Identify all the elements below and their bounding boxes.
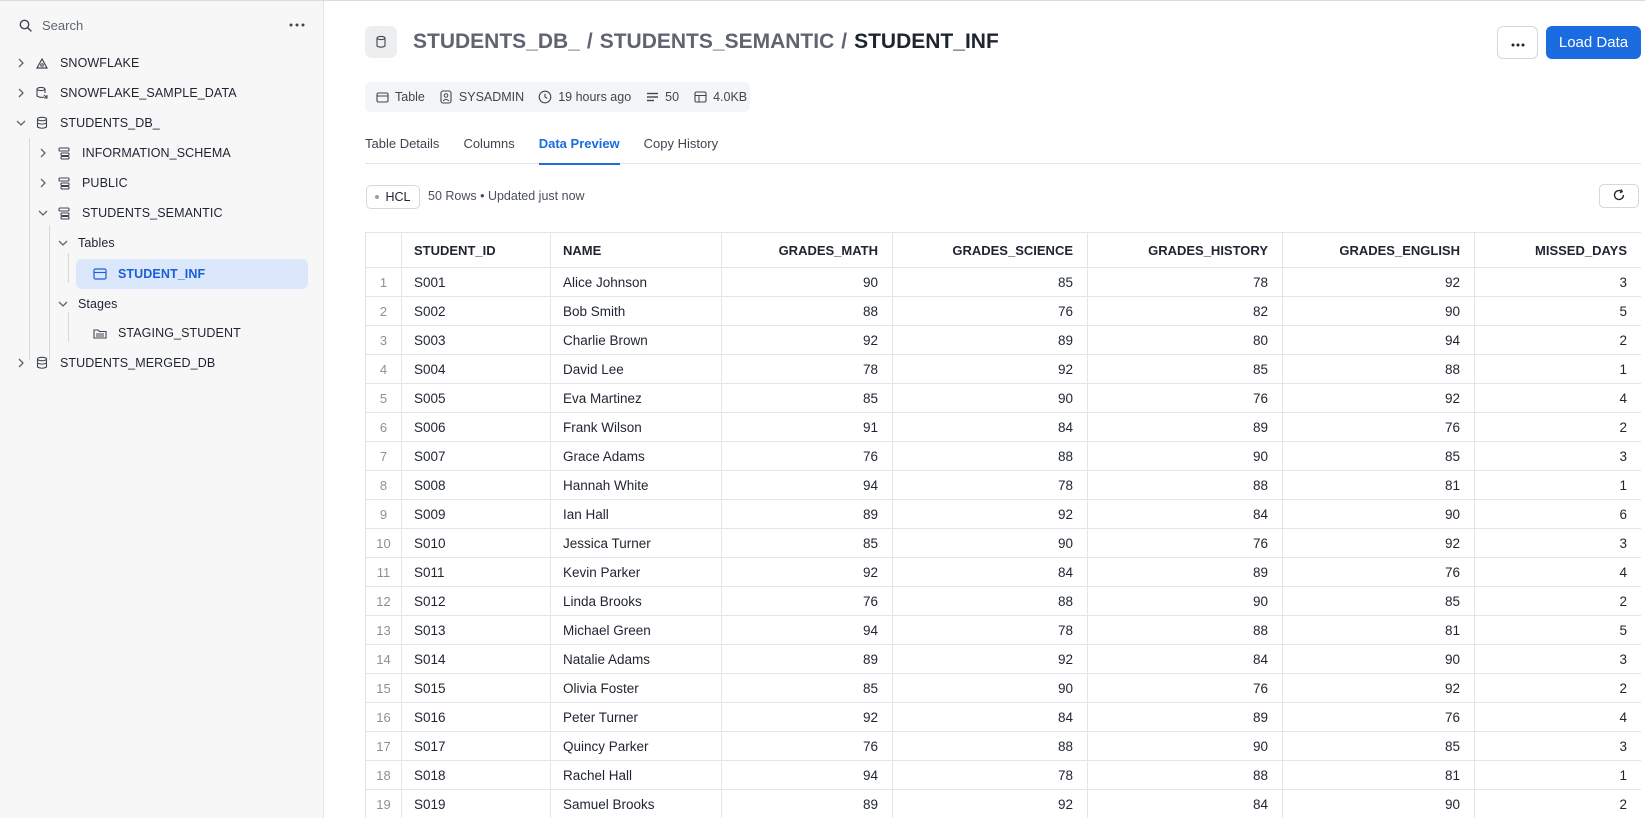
search-icon [16, 16, 34, 34]
table-cell[interactable]: Frank Wilson [551, 413, 722, 442]
table-cell[interactable]: 6 [1475, 500, 1642, 529]
column-header[interactable]: GRADES_ENGLISH [1283, 233, 1475, 268]
row-index: 8 [366, 471, 402, 500]
table-cell[interactable]: 88 [893, 732, 1088, 761]
meta-size [693, 90, 747, 104]
tab-columns[interactable]: Columns [463, 136, 515, 151]
table-cell[interactable]: 1 [1475, 471, 1642, 500]
table-cell[interactable]: 78 [893, 761, 1088, 790]
column-header[interactable]: MISSED_DAYS [1475, 233, 1642, 268]
row-index: 5 [366, 384, 402, 413]
table-cell[interactable]: 89 [722, 500, 893, 529]
table-cell[interactable]: 88 [1088, 471, 1283, 500]
table-cell[interactable]: 88 [1283, 355, 1475, 384]
table-cell[interactable]: 92 [1283, 529, 1475, 558]
table-row[interactable] [366, 616, 1642, 645]
row-index: 14 [366, 645, 402, 674]
table-row[interactable] [366, 529, 1642, 558]
table-row[interactable] [366, 326, 1642, 355]
table-cell[interactable]: Linda Brooks [551, 587, 722, 616]
row-index: 9 [366, 500, 402, 529]
table-icon [375, 90, 389, 104]
table-row[interactable] [366, 587, 1642, 616]
table-cell[interactable]: 81 [1283, 471, 1475, 500]
table-type-icon [365, 26, 397, 58]
table-cell[interactable]: 92 [722, 326, 893, 355]
row-index-header [366, 233, 402, 268]
table-cell[interactable]: S005 [402, 384, 551, 413]
table-cell[interactable]: 76 [893, 297, 1088, 326]
tab-copy-history[interactable]: Copy History [643, 136, 719, 151]
table-cell[interactable]: 90 [1283, 297, 1475, 326]
meta-modified [538, 90, 631, 104]
table-cell[interactable]: 89 [1088, 413, 1283, 442]
table-cell[interactable]: S001 [402, 268, 551, 297]
table-cell[interactable]: S007 [402, 442, 551, 471]
schema-icon [56, 205, 72, 221]
table-cell[interactable]: 88 [893, 587, 1088, 616]
table-cell[interactable]: S010 [402, 529, 551, 558]
table-row[interactable] [366, 442, 1642, 471]
refresh-button[interactable] [1599, 184, 1639, 208]
stage-icon [92, 325, 108, 341]
table-meta-bar [365, 82, 750, 112]
load-data-button[interactable]: Load Data [1546, 26, 1641, 59]
dot-icon [375, 195, 379, 199]
more-actions-button[interactable] [1497, 26, 1538, 59]
column-header[interactable]: GRADES_SCIENCE [893, 233, 1088, 268]
database-share-icon [34, 55, 50, 71]
table-row[interactable] [366, 268, 1642, 297]
table-cell[interactable]: 4 [1475, 558, 1642, 587]
tree-guide [49, 225, 50, 360]
table-cell[interactable]: 5 [1475, 297, 1642, 326]
table-cell[interactable]: S014 [402, 645, 551, 674]
table-cell[interactable]: Quincy Parker [551, 732, 722, 761]
tree-item-students-merged-db[interactable] [14, 350, 215, 376]
table-cell[interactable]: S013 [402, 616, 551, 645]
tree-item-label: SNOWFLAKE_SAMPLE_DATA [60, 86, 237, 100]
table-cell[interactable]: 84 [1088, 790, 1283, 818]
table-row[interactable] [366, 674, 1642, 703]
row-index: 4 [366, 355, 402, 384]
meta-owner-label: SYSADMIN [458, 90, 525, 104]
table-cell[interactable]: Alice Johnson [551, 268, 722, 297]
schema-icon [56, 145, 72, 161]
table-cell[interactable]: 76 [722, 442, 893, 471]
table-cell[interactable]: 94 [722, 471, 893, 500]
meta-type-label: Table [395, 90, 425, 104]
row-index: 19 [366, 790, 402, 818]
chevron-down-icon[interactable] [56, 236, 70, 250]
table-cell[interactable]: 92 [722, 703, 893, 732]
table-cell[interactable]: 89 [1088, 558, 1283, 587]
table-cell[interactable]: 84 [893, 413, 1088, 442]
table-row[interactable] [366, 500, 1642, 529]
rows-status: 50 Rows • Updated just now [428, 189, 585, 203]
breadcrumb [413, 28, 999, 56]
table-cell[interactable]: 92 [893, 790, 1088, 818]
table-cell[interactable]: 76 [1283, 703, 1475, 732]
table-row[interactable] [366, 703, 1642, 732]
breadcrumb-separator: / [586, 30, 593, 53]
table-cell[interactable]: 76 [1283, 558, 1475, 587]
table-cell[interactable]: Grace Adams [551, 442, 722, 471]
table-cell[interactable]: 3 [1475, 645, 1642, 674]
chevron-right-icon[interactable] [14, 356, 28, 370]
row-index: 7 [366, 442, 402, 471]
table-cell[interactable]: 89 [1088, 703, 1283, 732]
chevron-right-icon[interactable] [36, 146, 50, 160]
tree-item-label: STAGING_STUDENT [118, 326, 241, 340]
database-icon [34, 355, 50, 371]
table-cell[interactable]: 4 [1475, 703, 1642, 732]
table-cell[interactable]: 3 [1475, 732, 1642, 761]
language-chip[interactable] [366, 185, 420, 209]
database-shared-icon [34, 85, 50, 101]
tree-item-tables-group[interactable] [56, 230, 115, 256]
meta-type [375, 90, 425, 104]
database-icon [34, 115, 50, 131]
table-cell[interactable]: 2 [1475, 790, 1642, 818]
table-row[interactable] [366, 355, 1642, 384]
tab-data-preview[interactable]: Data Preview [539, 130, 620, 164]
storage-icon [693, 90, 707, 104]
tree-item-label: STUDENTS_SEMANTIC [82, 206, 223, 220]
row-index: 13 [366, 616, 402, 645]
table-cell[interactable]: 81 [1283, 616, 1475, 645]
tree-item-label: STUDENTS_DB_ [60, 116, 160, 130]
data-preview-table [365, 232, 1641, 818]
table-row[interactable] [366, 645, 1642, 674]
row-index: 10 [366, 529, 402, 558]
table-cell[interactable]: 80 [1088, 326, 1283, 355]
table-row[interactable] [366, 558, 1642, 587]
table-cell[interactable]: 89 [893, 326, 1088, 355]
table-cell[interactable]: 92 [893, 645, 1088, 674]
table-cell[interactable]: 82 [1088, 297, 1283, 326]
table-cell[interactable]: Natalie Adams [551, 645, 722, 674]
table-cell[interactable]: S004 [402, 355, 551, 384]
table-cell[interactable]: Jessica Turner [551, 529, 722, 558]
table-cell[interactable]: 90 [1088, 732, 1283, 761]
table-cell[interactable]: 5 [1475, 616, 1642, 645]
meta-rows [645, 90, 679, 104]
table-cell[interactable]: 90 [1283, 645, 1475, 674]
table-cell[interactable]: 1 [1475, 761, 1642, 790]
meta-size-label: 4.0KB [713, 90, 748, 104]
table-cell[interactable]: 92 [1283, 674, 1475, 703]
table-cell[interactable]: S006 [402, 413, 551, 442]
table-cell[interactable]: 78 [893, 471, 1088, 500]
table-cell[interactable]: Eva Martinez [551, 384, 722, 413]
tree-item-label: PUBLIC [82, 176, 128, 190]
table-cell[interactable]: 76 [1088, 674, 1283, 703]
sidebar-more-icon[interactable] [284, 14, 310, 36]
table-cell[interactable]: Bob Smith [551, 297, 722, 326]
table-cell[interactable]: S012 [402, 587, 551, 616]
table-cell[interactable]: 76 [1088, 529, 1283, 558]
refresh-icon [1612, 188, 1626, 205]
table-cell[interactable]: 76 [722, 587, 893, 616]
chevron-down-icon[interactable] [56, 297, 70, 311]
row-index: 2 [366, 297, 402, 326]
table-cell[interactable]: 84 [1088, 645, 1283, 674]
tree-item-label: SNOWFLAKE [60, 56, 140, 70]
table-cell[interactable]: 90 [722, 268, 893, 297]
table-cell[interactable]: 90 [1283, 500, 1475, 529]
table-cell[interactable]: Ian Hall [551, 500, 722, 529]
table-cell[interactable]: Hannah White [551, 471, 722, 500]
table-cell[interactable]: 90 [893, 529, 1088, 558]
tree-item-label: STUDENTS_MERGED_DB [60, 356, 216, 370]
table-cell[interactable]: S016 [402, 703, 551, 732]
tree-item-student-inf[interactable] [76, 259, 308, 289]
chevron-right-icon[interactable] [14, 86, 28, 100]
chevron-down-icon[interactable] [36, 206, 50, 220]
row-index: 17 [366, 732, 402, 761]
tree-guide [29, 138, 30, 360]
table-header-row [366, 233, 1642, 268]
row-index: 1 [366, 268, 402, 297]
page-title: STUDENT_INF [854, 30, 999, 53]
table-cell[interactable]: 88 [893, 442, 1088, 471]
table-cell[interactable]: S002 [402, 297, 551, 326]
tree-item-snowflake[interactable] [14, 50, 139, 76]
table-cell[interactable]: 1 [1475, 355, 1642, 384]
table-cell[interactable]: 76 [1283, 413, 1475, 442]
table-cell[interactable]: 92 [893, 500, 1088, 529]
schema-icon [56, 175, 72, 191]
table-cell[interactable]: 85 [893, 268, 1088, 297]
table-cell[interactable]: 84 [893, 558, 1088, 587]
tree-item-label: Stages [78, 297, 118, 311]
language-label: HCL [385, 190, 411, 204]
row-index: 18 [366, 761, 402, 790]
table-cell[interactable]: Peter Turner [551, 703, 722, 732]
table-cell[interactable]: 92 [1283, 384, 1475, 413]
tree-item-students-semantic[interactable] [36, 200, 223, 226]
table-cell[interactable]: S017 [402, 732, 551, 761]
meta-rows-label: 50 [665, 90, 680, 104]
table-cell[interactable]: 2 [1475, 587, 1642, 616]
object-explorer-sidebar [0, 1, 324, 818]
row-index: 16 [366, 703, 402, 732]
table-cell[interactable]: 76 [1088, 384, 1283, 413]
table-icon [92, 266, 108, 282]
table-cell[interactable]: 3 [1475, 442, 1642, 471]
tree-item-label: INFORMATION_SCHEMA [82, 146, 231, 160]
table-cell[interactable]: 91 [722, 413, 893, 442]
row-index: 11 [366, 558, 402, 587]
table-cell[interactable]: 88 [722, 297, 893, 326]
breadcrumb-schema[interactable]: STUDENTS_SEMANTIC [599, 30, 835, 53]
table-cell[interactable]: 2 [1475, 413, 1642, 442]
row-index: 12 [366, 587, 402, 616]
search-input[interactable]: Search [42, 17, 84, 33]
table-cell[interactable]: Olivia Foster [551, 674, 722, 703]
table-cell[interactable]: 2 [1475, 674, 1642, 703]
column-header[interactable]: STUDENT_ID [402, 233, 551, 268]
table-cell[interactable]: S003 [402, 326, 551, 355]
table-cell[interactable]: Charlie Brown [551, 326, 722, 355]
table-cell[interactable]: 94 [1283, 326, 1475, 355]
table-cell[interactable]: 90 [1088, 442, 1283, 471]
table-cell[interactable]: 85 [722, 674, 893, 703]
meta-owner [439, 90, 524, 104]
table-row[interactable] [366, 384, 1642, 413]
row-index: 15 [366, 674, 402, 703]
table-cell[interactable]: 92 [1283, 268, 1475, 297]
tree-item-label: STUDENT_INF [118, 267, 206, 281]
table-cell[interactable]: 89 [722, 645, 893, 674]
tree-item-staging-student[interactable] [76, 320, 241, 346]
table-cell[interactable]: S009 [402, 500, 551, 529]
table-cell[interactable]: 88 [1088, 616, 1283, 645]
table-row[interactable] [366, 790, 1642, 818]
more-horizontal-icon [1511, 35, 1525, 50]
tree-item-information-schema[interactable] [36, 140, 231, 166]
user-badge-icon [439, 90, 453, 104]
table-cell[interactable]: 92 [722, 558, 893, 587]
chevron-right-icon[interactable] [14, 56, 28, 70]
table-cell[interactable]: 85 [722, 384, 893, 413]
table-row[interactable] [366, 297, 1642, 326]
tree-item-public[interactable] [36, 170, 128, 196]
table-cell[interactable]: 78 [893, 616, 1088, 645]
table-cell[interactable]: 78 [1088, 268, 1283, 297]
table-cell[interactable]: David Lee [551, 355, 722, 384]
table-cell[interactable]: 84 [1088, 500, 1283, 529]
table-cell[interactable]: 2 [1475, 326, 1642, 355]
meta-modified-label: 19 hours ago [558, 90, 632, 104]
tree-item-label: Tables [78, 236, 115, 250]
table-cell[interactable]: S008 [402, 471, 551, 500]
table-cell[interactable]: 85 [1283, 587, 1475, 616]
table-cell[interactable]: 3 [1475, 268, 1642, 297]
table-cell[interactable]: 85 [722, 529, 893, 558]
chevron-down-icon[interactable] [14, 116, 28, 130]
rows-icon [645, 90, 659, 104]
table-cell[interactable]: 84 [893, 703, 1088, 732]
table-cell[interactable]: 90 [893, 674, 1088, 703]
table-cell[interactable]: Samuel Brooks [551, 790, 722, 818]
breadcrumb-separator: / [841, 30, 848, 53]
table-cell[interactable]: 81 [1283, 761, 1475, 790]
breadcrumb-database[interactable]: STUDENTS_DB_ [413, 30, 580, 53]
table-cell[interactable]: 85 [1088, 355, 1283, 384]
table-cell[interactable]: 89 [722, 790, 893, 818]
column-header[interactable]: GRADES_HISTORY [1088, 233, 1283, 268]
row-index: 6 [366, 413, 402, 442]
table-cell[interactable]: 88 [1088, 761, 1283, 790]
table-cell[interactable]: Kevin Parker [551, 558, 722, 587]
search-bar[interactable] [10, 11, 310, 39]
table-cell[interactable]: 78 [722, 355, 893, 384]
table-cell[interactable]: 4 [1475, 384, 1642, 413]
table-cell[interactable]: 85 [1283, 442, 1475, 471]
table-cell[interactable]: S011 [402, 558, 551, 587]
table-cell[interactable]: Rachel Hall [551, 761, 722, 790]
table-cell[interactable]: 94 [722, 616, 893, 645]
table-cell[interactable]: 94 [722, 761, 893, 790]
tree-item-snowflake-sample-data[interactable] [14, 80, 237, 106]
table-cell[interactable]: S019 [402, 790, 551, 818]
tree-guide [68, 253, 69, 283]
tab-table-details[interactable]: Table Details [365, 136, 440, 151]
table-cell[interactable]: 90 [1283, 790, 1475, 818]
table-row[interactable] [366, 413, 1642, 442]
clock-icon [538, 90, 552, 104]
table-cell[interactable]: 85 [1283, 732, 1475, 761]
tree-item-stages-group[interactable] [56, 291, 118, 317]
table-cell[interactable]: 90 [1088, 587, 1283, 616]
row-index: 3 [366, 326, 402, 355]
column-header[interactable]: GRADES_MATH [722, 233, 893, 268]
chevron-right-icon[interactable] [36, 176, 50, 190]
table-row[interactable] [366, 471, 1642, 500]
table-cell[interactable]: S018 [402, 761, 551, 790]
table-row[interactable] [366, 761, 1642, 790]
detail-tabs [365, 130, 1641, 164]
table-cell[interactable]: 3 [1475, 529, 1642, 558]
column-header[interactable]: NAME [551, 233, 722, 268]
table-cell[interactable]: 76 [722, 732, 893, 761]
table-cell[interactable]: 90 [893, 384, 1088, 413]
tree-item-students-db[interactable] [14, 110, 160, 136]
table-cell[interactable]: Michael Green [551, 616, 722, 645]
table-cell[interactable]: S015 [402, 674, 551, 703]
table-row[interactable] [366, 732, 1642, 761]
table-cell[interactable]: 92 [893, 355, 1088, 384]
